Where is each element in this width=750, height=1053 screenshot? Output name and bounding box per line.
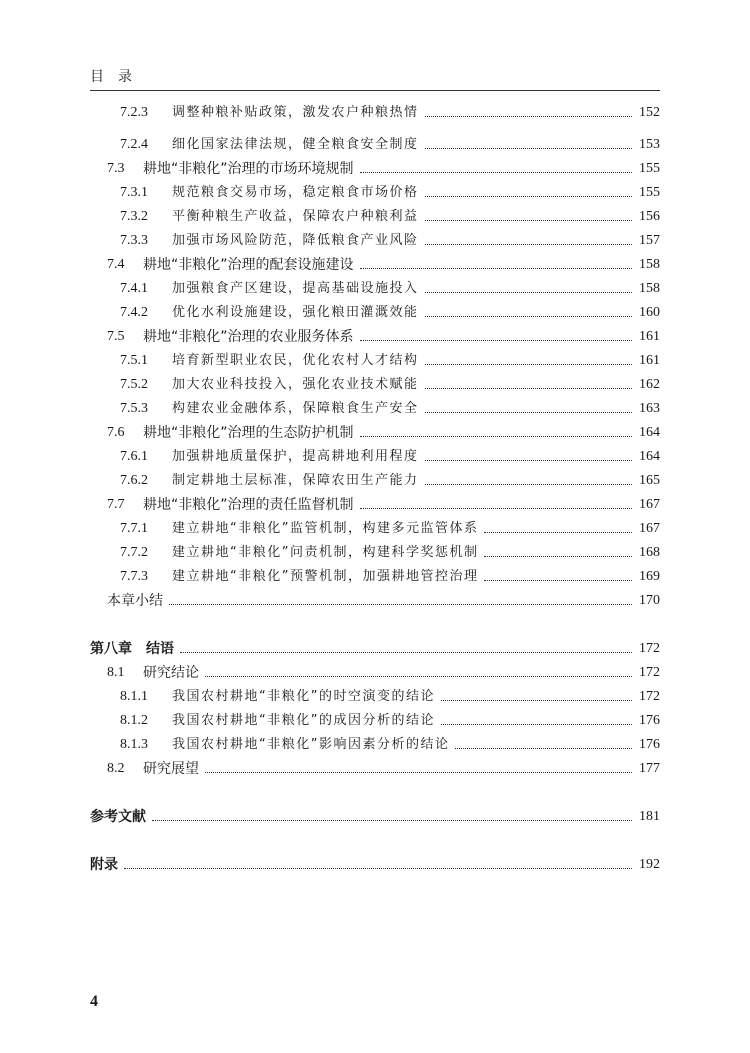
entry-page: 153	[639, 137, 660, 152]
entry-page: 169	[639, 569, 660, 584]
entry-page: 161	[639, 353, 660, 368]
entry-title: 参考文献	[90, 809, 146, 825]
dot-leader	[425, 147, 632, 149]
entry-page: 162	[639, 377, 660, 392]
entry-page: 157	[639, 233, 660, 248]
toc-entry[interactable]	[120, 204, 660, 226]
dot-leader	[180, 651, 632, 653]
toc-entry[interactable]	[120, 132, 660, 154]
dot-leader	[425, 315, 632, 317]
dot-leader	[152, 819, 632, 821]
toc-entry[interactable]	[120, 540, 660, 562]
entry-page: 165	[639, 473, 660, 488]
entry-page: 176	[639, 737, 660, 752]
entry-page: 164	[639, 425, 660, 440]
entry-title: 本章小结	[107, 593, 163, 609]
toc-entry[interactable]	[120, 516, 660, 538]
entry-title: 建立耕地“非粮化”预警机制，加强耕地管控治理	[172, 569, 479, 584]
toc-entry[interactable]	[120, 300, 660, 322]
entry-number: 7.2.3	[120, 105, 148, 120]
entry-title: 调整种粮补贴政策，激发农户种粮热情	[172, 105, 419, 120]
entry-title: 我国农村耕地“非粮化”的成因分析的结论	[172, 713, 435, 728]
entry-number: 7.6.2	[120, 473, 148, 488]
entry-number: 7.5.1	[120, 353, 148, 368]
entry-page: 155	[639, 185, 660, 200]
toc-entry[interactable]	[107, 252, 660, 274]
entry-page: 172	[639, 641, 660, 656]
entry-number: 7.2.4	[120, 137, 148, 152]
running-header	[90, 64, 660, 91]
entry-title: 加强耕地质量保护，提高耕地利用程度	[172, 449, 419, 464]
dot-leader	[441, 699, 632, 701]
entry-page: 177	[639, 761, 660, 776]
toc-entry[interactable]	[120, 372, 660, 394]
entry-title: 加大农业科技投入，强化农业技术赋能	[172, 377, 419, 392]
entry-title: 我国农村耕地“非粮化”影响因素分析的结论	[172, 737, 450, 752]
entry-number: 8.1.1	[120, 689, 148, 704]
entry-page: 172	[639, 689, 660, 704]
dot-leader	[425, 387, 632, 389]
entry-page: 164	[639, 449, 660, 464]
entry-page: 156	[639, 209, 660, 224]
header-title: 目录	[90, 69, 146, 85]
entry-title: 构建农业金融体系，保障粮食生产安全	[172, 401, 419, 416]
dot-leader	[360, 171, 632, 173]
entry-title: 规范粮食交易市场，稳定粮食市场价格	[172, 185, 419, 200]
toc-chapter-entry[interactable]	[90, 636, 660, 658]
entry-title: 培育新型职业农民，优化农村人才结构	[172, 353, 419, 368]
toc-entry[interactable]	[120, 396, 660, 418]
entry-title: 第八章 结语	[90, 641, 174, 657]
toc-entry[interactable]	[107, 420, 660, 442]
entry-number: 8.1	[107, 665, 125, 680]
entry-page: 161	[639, 329, 660, 344]
entry-title: 耕地“非粮化”治理的农业服务体系	[143, 329, 354, 345]
toc-entry[interactable]	[120, 276, 660, 298]
entry-number: 7.6.1	[120, 449, 148, 464]
entry-title: 制定耕地土层标准，保障农田生产能力	[172, 473, 419, 488]
dot-leader	[425, 291, 632, 293]
dot-leader	[455, 747, 632, 749]
entry-title: 平衡种粮生产收益，保障农户种粮利益	[172, 209, 419, 224]
dot-leader	[441, 723, 632, 725]
toc-entry[interactable]	[120, 444, 660, 466]
entry-page: 176	[639, 713, 660, 728]
dot-leader	[425, 411, 632, 413]
entry-page: 152	[639, 105, 660, 120]
dot-leader	[425, 219, 632, 221]
toc-entry[interactable]	[120, 684, 660, 706]
entry-title: 耕地“非粮化”治理的配套设施建设	[143, 257, 354, 273]
entry-number: 7.7.1	[120, 521, 148, 536]
toc-entry[interactable]	[120, 348, 660, 370]
entry-title: 我国农村耕地“非粮化”的时空演变的结论	[172, 689, 435, 704]
entry-number: 7.7.3	[120, 569, 148, 584]
dot-leader	[484, 555, 632, 557]
dot-leader	[425, 115, 632, 117]
entry-title: 优化水利设施建设，强化粮田灌溉效能	[172, 305, 419, 320]
toc-entry[interactable]	[107, 756, 660, 778]
entry-number: 7.4.2	[120, 305, 148, 320]
dot-leader	[484, 579, 632, 581]
dot-leader	[360, 435, 632, 437]
dot-leader	[360, 267, 632, 269]
entry-page: 168	[639, 545, 660, 560]
entry-page: 160	[639, 305, 660, 320]
entry-number: 7.6	[107, 425, 125, 440]
entry-title: 细化国家法律法规，健全粮食安全制度	[172, 137, 419, 152]
dot-leader	[124, 867, 632, 869]
entry-title: 耕地“非粮化”治理的市场环境规制	[143, 161, 354, 177]
entry-number: 8.2	[107, 761, 125, 776]
toc-entry[interactable]	[107, 492, 660, 514]
entry-number: 7.5.2	[120, 377, 148, 392]
dot-leader	[205, 675, 632, 677]
dot-leader	[425, 195, 632, 197]
entry-page: 158	[639, 281, 660, 296]
entry-page: 181	[639, 809, 660, 824]
dot-leader	[425, 483, 632, 485]
entry-page: 158	[639, 257, 660, 272]
toc-chapter-entry[interactable]	[90, 804, 660, 826]
entry-number: 7.7.2	[120, 545, 148, 560]
entry-page: 155	[639, 161, 660, 176]
toc-entry[interactable]	[120, 564, 660, 586]
toc-chapter-entry[interactable]	[90, 852, 660, 874]
dot-leader	[425, 459, 632, 461]
toc-entry[interactable]	[120, 100, 660, 122]
entry-number: 7.4.1	[120, 281, 148, 296]
toc-entry[interactable]	[120, 708, 660, 730]
dot-leader	[205, 771, 632, 773]
entry-number: 7.3.2	[120, 209, 148, 224]
entry-title: 建立耕地“非粮化”监管机制，构建多元监管体系	[172, 521, 479, 536]
toc-entry[interactable]	[120, 732, 660, 754]
dot-leader	[360, 507, 632, 509]
entry-title: 耕地“非粮化”治理的生态防护机制	[143, 425, 354, 441]
entry-page: 163	[639, 401, 660, 416]
entry-page: 167	[639, 521, 660, 536]
entry-title: 加强粮食产区建设，提高基础设施投入	[172, 281, 419, 296]
entry-page: 192	[639, 857, 660, 872]
entry-page: 170	[639, 593, 660, 608]
entry-number: 7.3.3	[120, 233, 148, 248]
toc-entry[interactable]	[107, 156, 660, 178]
entry-number: 7.7	[107, 497, 125, 512]
entry-title: 附录	[90, 857, 118, 873]
dot-leader	[425, 243, 632, 245]
toc-entry[interactable]	[120, 228, 660, 250]
dot-leader	[425, 363, 632, 365]
entry-number: 8.1.2	[120, 713, 148, 728]
entry-number: 7.5.3	[120, 401, 148, 416]
dot-leader	[484, 531, 632, 533]
toc-entry[interactable]	[107, 660, 660, 682]
entry-title: 耕地“非粮化”治理的责任监督机制	[143, 497, 354, 513]
entry-number: 7.5	[107, 329, 125, 344]
page-number: 4	[90, 993, 98, 1010]
dot-leader	[169, 603, 632, 605]
entry-number: 7.3	[107, 161, 125, 176]
entry-title: 加强市场风险防范，降低粮食产业风险	[172, 233, 419, 248]
toc-entry[interactable]	[120, 180, 660, 202]
entry-title: 研究展望	[143, 761, 199, 777]
entry-number: 7.4	[107, 257, 125, 272]
entry-number: 8.1.3	[120, 737, 148, 752]
toc-entry[interactable]	[107, 324, 660, 346]
entry-title: 研究结论	[143, 665, 199, 681]
dot-leader	[360, 339, 632, 341]
toc-entry[interactable]	[120, 468, 660, 490]
entry-page: 172	[639, 665, 660, 680]
entry-page: 167	[639, 497, 660, 512]
toc-entry[interactable]	[107, 588, 660, 610]
entry-title: 建立耕地“非粮化”问责机制，构建科学奖惩机制	[172, 545, 479, 560]
entry-number: 7.3.1	[120, 185, 148, 200]
